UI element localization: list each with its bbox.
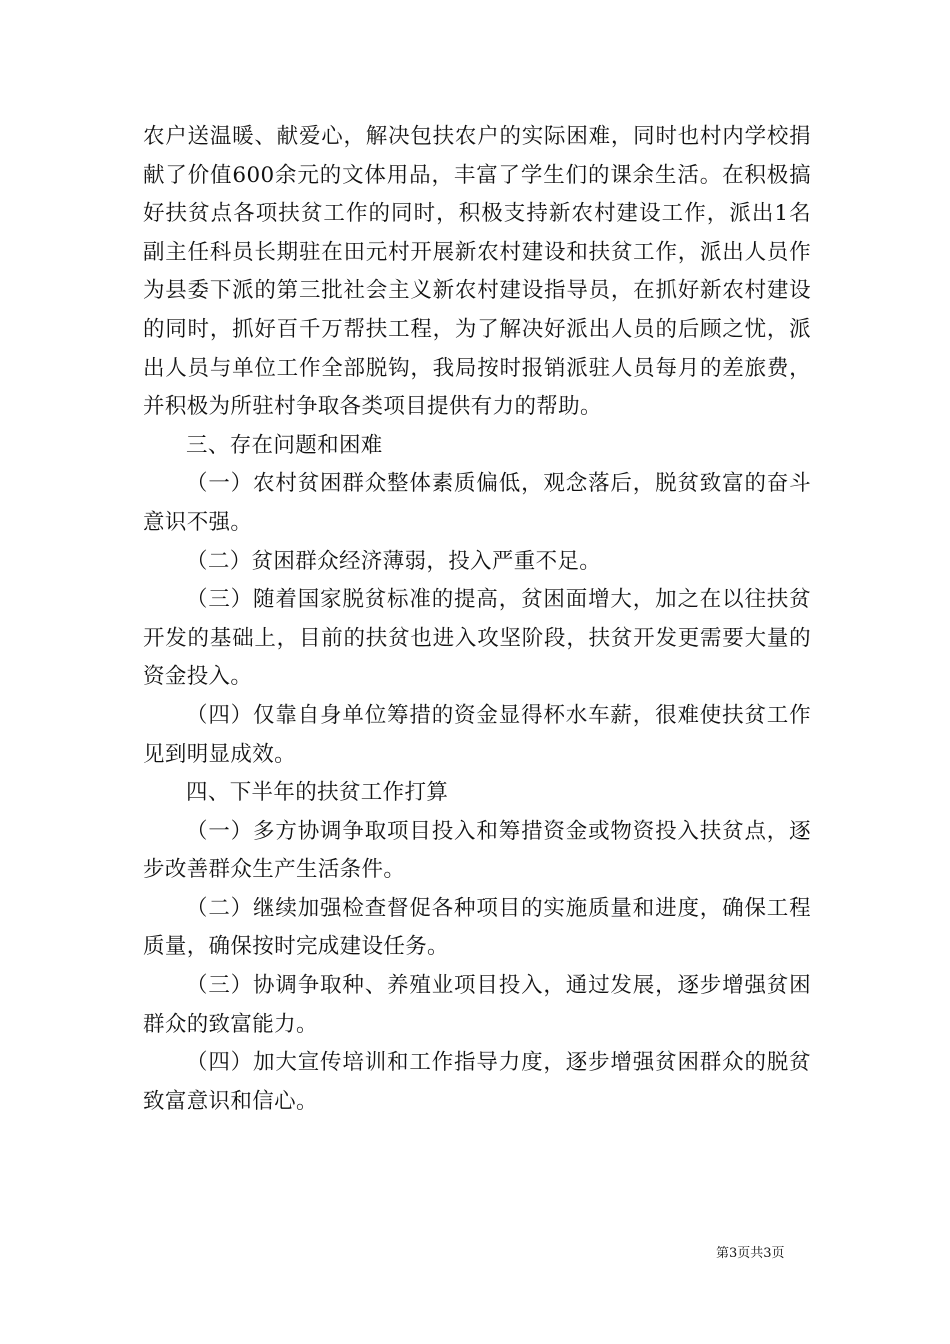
problem-item-4: （四）仅靠自身单位筹措的资金显得杯水车薪，很难使扶贫工作见到明显成效。 (143, 702, 811, 767)
plan-item-3: （三）协调争取种、养殖业项目投入，通过发展，逐步增强贫困群众的致富能力。 (143, 973, 811, 1037)
plan-item-4: （四）加大宣传培训和工作指导力度，逐步增强贫困群众的脱贫致富意识和信心。 (143, 1050, 811, 1114)
problem-item-3: （三）随着国家脱贫标准的提高，贫困面增大，加之在以往扶贫开发的基础上，目前的扶贫也进入攻坚阶段，扶贫开发更需要大量的资金投入。 (143, 587, 811, 690)
page-number-footer: 第3页共3页 (716, 1246, 785, 1261)
problem-item-2: （二）贫困群众经济薄弱，投入严重不足。 (186, 548, 602, 574)
plan-item-2: （二）继续加强检查督促各种项目的实施质量和进度，确保工程质量，确保按时完成建设任务。 (143, 895, 811, 960)
plan-item-1: （一）多方协调争取项目投入和筹措资金或物资投入扶贫点，逐步改善群众生产生活条件。 (143, 818, 811, 883)
document-body (143, 118, 811, 1121)
paragraph-continuation: 农户送温暖、献爱心，解决包扶农户的实际困难，同时也村内学校捐献了价值600余元的文体用品，丰富了学生们的课余生活。在积极搞好扶贫点各项扶贫工作的同时，积极支持新农村建设工作，派出1名副主任科员长期驻在田元村开展新农村建设和扶贫工作，派出人员作为县委下派的第三批社会主义新农村建设指导员，在抓好新农村建设的同时，抓好百千万帮扶工程，为了解决好派出人员的后顾之忧，派出人员与单位工作全部脱钩，我局按时报销派驻人员每月的差旅费，并积极为所驻村争取各类项目提供有力的帮助。 (143, 124, 811, 420)
section-heading-plans: 四、下半年的扶贫工作打算 (186, 780, 449, 806)
section-heading-problems: 三、存在问题和困难 (186, 432, 383, 458)
problem-item-1: （一）农村贫困群众整体素质偏低，观念落后，脱贫致富的奋斗意识不强。 (143, 471, 811, 535)
